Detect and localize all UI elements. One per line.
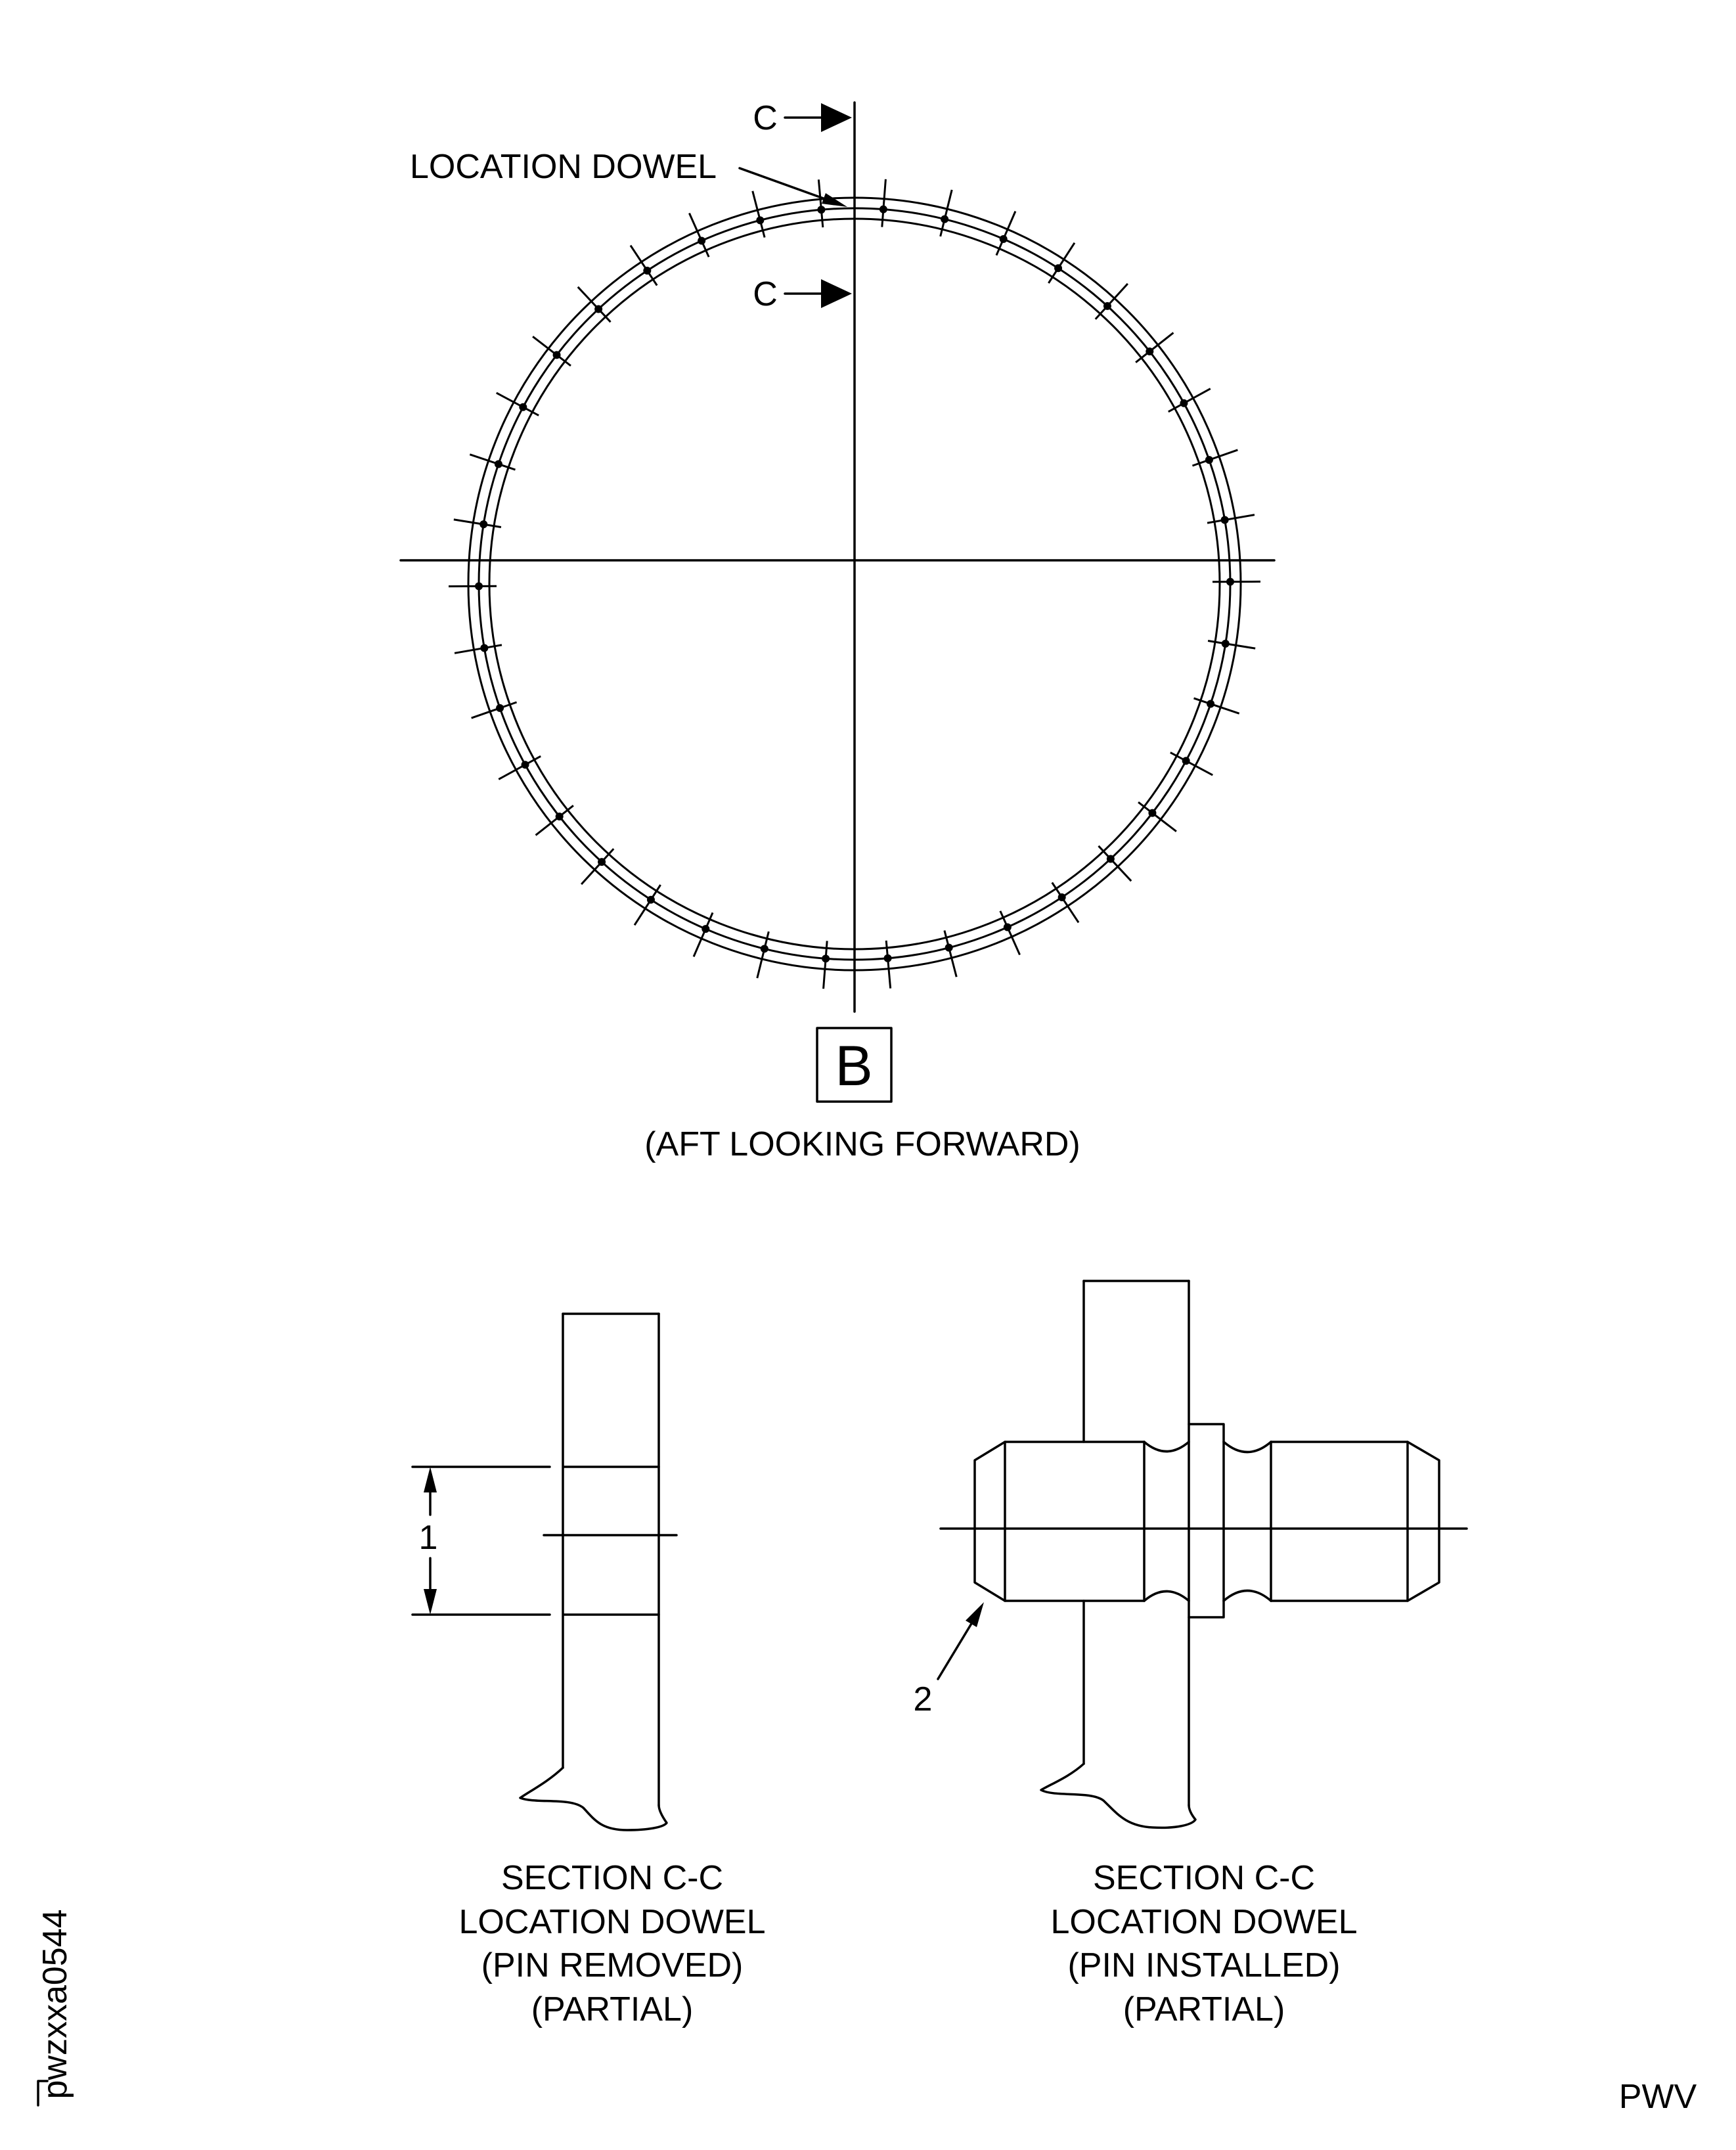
ring-hole-dot [475,582,483,590]
ring-hole-dot [822,954,830,962]
ring-hole-dot [1226,578,1234,586]
ring-hole-dot [519,403,527,411]
caption-line: LOCATION DOWEL [1050,1903,1358,1941]
ring-hole-dot [643,267,651,275]
ring-hole-dot [1148,809,1156,817]
ring-hole-dot [495,460,502,468]
ring-hole-dot [761,945,768,952]
ring-hole-dot [1107,855,1115,863]
caption-line: (PIN REMOVED) [481,1946,744,1984]
ring-hole-dot [1180,399,1188,407]
view-letter: B [835,1035,873,1098]
ring-hole-dot [698,237,705,245]
ring-hole-dot [1207,700,1214,708]
location-dowel-callout: LOCATION DOWEL [410,148,717,186]
ring-hole-dot [1058,893,1066,901]
section-letter-bottom: C [753,275,778,313]
ring-hole-dot [522,761,529,769]
ring-hole-dot [1205,456,1213,464]
ring-hole-dot [479,520,487,528]
ring-hole-dot [496,704,504,712]
ring-hole-dot [553,351,561,359]
caption-line: LOCATION DOWEL [458,1903,766,1941]
dimension-label: 1 [418,1519,438,1557]
ring-hole-dot [817,206,825,213]
ring-hole-dot [1000,235,1008,243]
caption-line: (PARTIAL) [1123,1990,1285,2028]
ring-hole-dot [1103,302,1111,310]
caption-line: SECTION C-C [1093,1859,1315,1897]
ring-hole-dot [594,305,602,313]
ring-hole-dot [945,944,953,952]
ring-hole-dot [701,925,709,933]
ring-hole-dot [598,858,606,866]
ring-hole-dot [1146,347,1153,355]
ring-hole-dot [756,216,764,224]
ring-hole-dot [1182,757,1190,765]
ring-hole-dot [941,215,948,223]
ring-hole-dot [1004,923,1012,931]
footer-code: PWV [1618,2078,1697,2116]
section-letter-top: C [753,99,778,137]
ring-hole-dot [1221,516,1229,524]
ring-hole-dot [1054,264,1062,272]
caption-line: (PIN INSTALLED) [1067,1946,1341,1984]
ring-hole-dot [884,954,892,962]
ring-hole-dot [879,206,887,213]
callout-label: 2 [913,1680,933,1718]
caption-line: SECTION C-C [501,1859,723,1897]
ring-hole-dot [480,644,488,652]
ring-hole-dot [556,813,564,820]
ring-hole-dot [1222,640,1230,648]
view-caption: (AFT LOOKING FORWARD) [644,1125,1080,1163]
caption-line: (PARTIAL) [531,1990,694,2028]
figure-id: pwzxxa0544 [36,1909,74,2099]
ring-hole-dot [647,896,655,904]
